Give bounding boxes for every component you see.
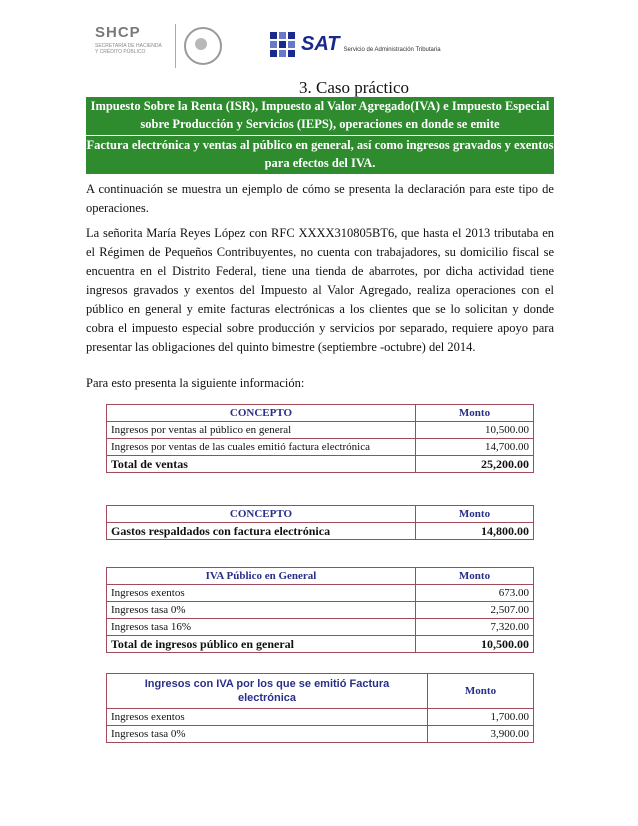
table-header: CONCEPTO xyxy=(107,405,416,422)
table-row xyxy=(107,422,534,439)
table-cell: 14,800.00 xyxy=(416,523,534,540)
table-cell: Ingresos exentos xyxy=(107,585,416,602)
section-banner-taxes: Impuesto Sobre la Renta (ISR), Impuesto al Valor Agregado(IVA) e Impuesto Especial sobre Producción y Servicios (IEPS), operaciones en donde se emite xyxy=(86,97,554,135)
table-cell: 14,700.00 xyxy=(416,439,534,456)
table-row xyxy=(107,709,534,726)
table-row xyxy=(107,602,534,619)
table-cell: 10,500.00 xyxy=(416,422,534,439)
shcp-logo-subtitle: SECRETARÍA DE HACIENDA Y CRÉDITO PÚBLICO xyxy=(95,43,162,55)
table-cell: Ingresos tasa 0% xyxy=(107,726,428,743)
table-cell: 3,900.00 xyxy=(428,726,534,743)
intro-paragraph: A continuación se muestra un ejemplo de cómo se presenta la declaración para este tipo de operaciones. xyxy=(86,182,554,215)
table-header: Monto xyxy=(416,568,534,585)
info-paragraph: Para esto presenta la siguiente información: xyxy=(86,376,305,390)
table-cell: 7,320.00 xyxy=(416,619,534,636)
table-total-row xyxy=(107,523,534,540)
sat-logo-subtitle: Servicio de Administración Tributaria xyxy=(343,46,441,53)
expenses-table xyxy=(106,505,534,540)
table-cell: 10,500.00 xyxy=(416,636,534,653)
table-cell: Ingresos exentos xyxy=(107,709,428,726)
table-cell: Total de ventas xyxy=(107,456,416,473)
table-header: IVA Público en General xyxy=(107,568,416,585)
table-cell: 25,200.00 xyxy=(416,456,534,473)
table-row xyxy=(107,439,534,456)
table-cell: 1,700.00 xyxy=(428,709,534,726)
table-cell: Ingresos por ventas al público en general xyxy=(107,422,416,439)
table-header: Ingresos con IVA por los que se emitió Factura electrónica xyxy=(107,674,428,709)
iva-public-table xyxy=(106,567,534,653)
table-cell: Ingresos tasa 0% xyxy=(107,602,416,619)
page-title: 3. Caso práctico xyxy=(299,78,409,97)
table-cell: Ingresos tasa 16% xyxy=(107,619,416,636)
table-total-row xyxy=(107,636,534,653)
table-header: Monto xyxy=(416,506,534,523)
iva-invoice-table xyxy=(106,673,534,743)
table-cell: Gastos respaldados con factura electrónica xyxy=(107,523,416,540)
table-header: Monto xyxy=(428,674,534,709)
header-logos xyxy=(95,24,535,74)
table-header: Monto xyxy=(416,405,534,422)
table-row xyxy=(107,585,534,602)
table-header: CONCEPTO xyxy=(107,506,416,523)
shcp-logo xyxy=(95,24,222,68)
sales-table xyxy=(106,404,534,473)
national-seal-icon xyxy=(184,27,222,65)
logo-divider xyxy=(175,24,176,68)
table-cell: 673.00 xyxy=(416,585,534,602)
sat-logo-name: SAT xyxy=(301,33,340,55)
sat-logo xyxy=(270,32,441,57)
shcp-logo-name: SHCP xyxy=(95,24,141,41)
table-row xyxy=(107,619,534,636)
section-banner-invoice: Factura electrónica y ventas al público en general, así como ingresos gravados y exentos para efectos del IVA. xyxy=(86,136,554,174)
table-cell: Ingresos por ventas de las cuales emitió factura electrónica xyxy=(107,439,416,456)
table-cell: Total de ingresos público en general xyxy=(107,636,416,653)
table-row xyxy=(107,726,534,743)
table-total-row xyxy=(107,456,534,473)
table-cell: 2,507.00 xyxy=(416,602,534,619)
case-paragraph: La señorita María Reyes López con RFC XXXX310805BT6, que hasta el 2013 tributaba en el Régimen de Pequeños Contribuyentes, no cuenta con trabajadores, su domicilio fiscal se encuentra en el Distrito Federal, tiene una tienda de abarrotes, por dicha actividad tiene ingresos gravados y exentos del Impuesto al Valor Agregado, realiza operaciones con el público en general y emite facturas electrónicas a los clientes que se lo solicitan y donde cobra el impuesto especial sobre producción y servicios por separado, requiere apoyo para presentar las obligaciones del quinto bimestre (septiembre -octubre) del 2014. xyxy=(86,226,554,354)
sat-grid-icon xyxy=(270,32,295,57)
